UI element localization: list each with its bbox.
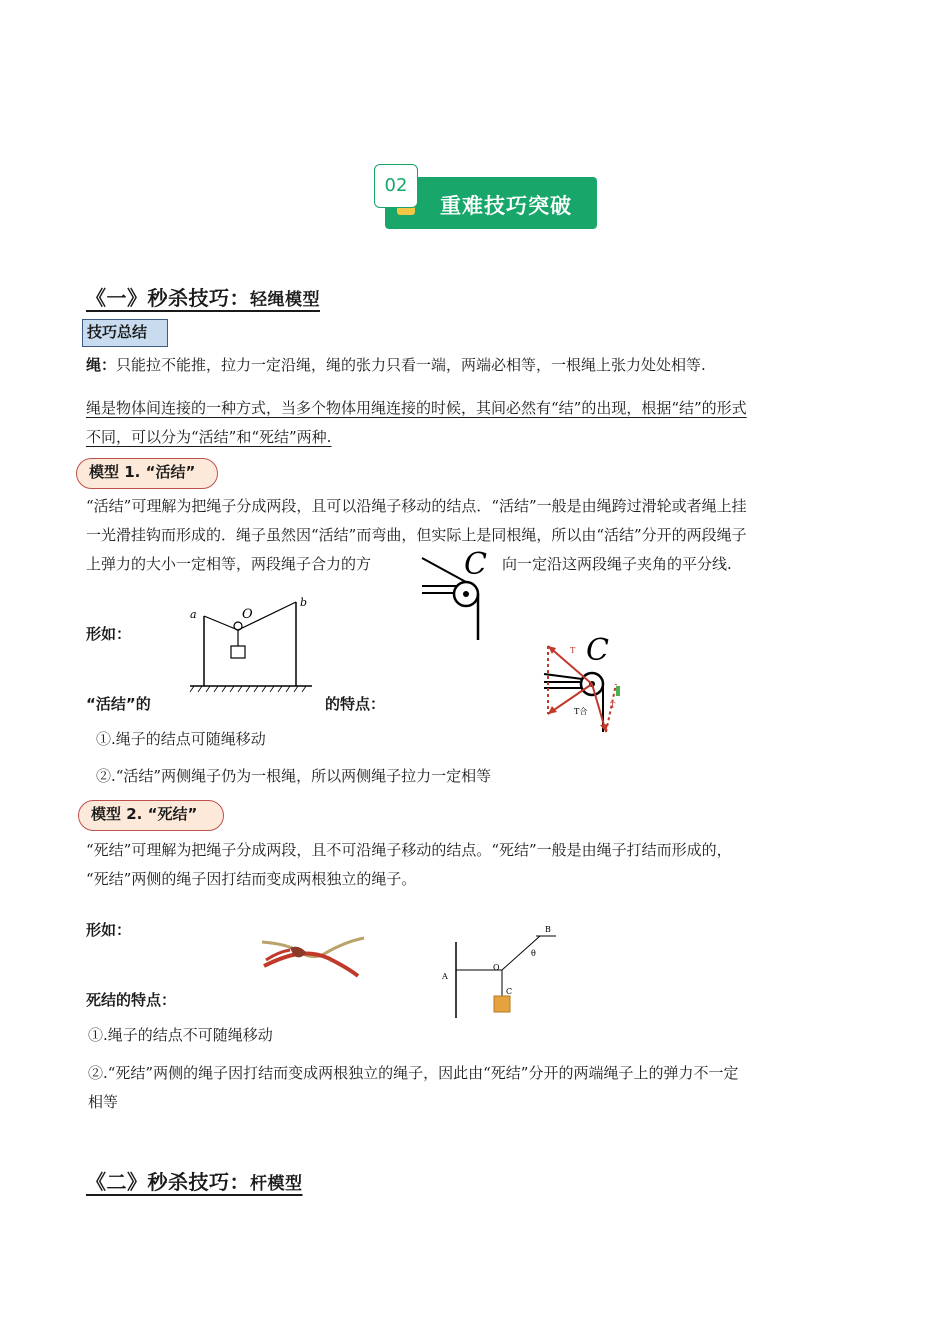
model1-line3b: 向一定沿这两段绳子夹角的平分线.	[502, 555, 732, 573]
pulley-label-c: C	[464, 547, 487, 582]
model2-form-label: 形如：	[86, 921, 132, 939]
force-label-t2: T	[610, 701, 616, 710]
model1-features-label-b: 的特点：	[325, 695, 386, 713]
dead-knot-diagram	[436, 922, 560, 1022]
rope-label: 绳：	[86, 356, 117, 374]
model1-form-label: 形如：	[86, 625, 132, 643]
model2-line1: “死结”可理解为把绳子分成两段，且不可沿绳子移动的结点。“死结”一般是由绳子打结而形成的，	[86, 841, 732, 859]
dead-knot-label-c: C	[506, 987, 513, 996]
banner-number: 02	[374, 164, 418, 208]
summary-tag: 技巧总结	[82, 319, 168, 347]
pulley-diagram	[418, 546, 490, 642]
model1-feature2: ②.“活结”两侧绳子仍为一根绳，所以两侧绳子拉力一定相等	[96, 767, 492, 785]
section2-heading	[86, 1166, 303, 1195]
model2-features-label: 死结的特点：	[86, 991, 177, 1009]
model2-feature1: ①.绳子的结点不可随绳移动	[88, 1026, 273, 1044]
dead-knot-label-theta: θ	[531, 949, 536, 958]
banner-title: 重难技巧突破	[440, 194, 572, 218]
intro-line1: 绳是物体间连接的一种方式，当多个物体用绳连接的时候，其间必然有“结”的出现，根据“结”的形式	[86, 399, 747, 417]
section1-heading-prefix: 《一》秒杀技巧：	[86, 286, 250, 310]
dead-knot-label-b: B	[545, 925, 551, 934]
force-label-t1: T	[570, 646, 576, 655]
hook-label-a: a	[190, 608, 197, 621]
rope-text: 只能拉不能推，拉力一定沿绳，绳的张力只看一端，两端必相等，一根绳上张力处处相等.	[116, 356, 706, 374]
model2-feature2-line1: ②.“死结”两侧的绳子因打结而变成两根独立的绳子，因此由“死结”分开的两端绳子上的弹力不一定	[88, 1064, 739, 1082]
dead-knot-label-o: O	[493, 963, 500, 972]
section1-heading-topic: 轻绳模型	[250, 290, 320, 310]
hook-label-o: O	[242, 607, 253, 622]
model1-features-label-a: “活结”的	[86, 695, 151, 713]
force-label-c: C	[586, 633, 609, 668]
hook-label-b: b	[300, 596, 308, 609]
model1-line3a: 上弹力的大小一定相等，两段绳子合力的方	[86, 555, 372, 573]
model2-tag: 模型 2. “死结”	[78, 800, 224, 831]
model1-feature1: ①.绳子的结点可随绳移动	[96, 730, 266, 748]
force-diagram	[540, 628, 622, 738]
hook-rope-diagram	[186, 594, 316, 694]
dead-knot-label-a: A	[442, 972, 448, 981]
model2-line2: “死结”两侧的绳子因打结而变成两根独立的绳子。	[86, 870, 417, 888]
section2-heading-prefix: 《二》秒杀技巧：	[86, 1170, 250, 1194]
knot-illustration	[258, 930, 368, 982]
model1-tag: 模型 1. “活结”	[76, 458, 218, 489]
rope-definition	[86, 351, 706, 380]
model1-line1: “活结”可理解为把绳子分成两段，且可以沿绳子移动的结点．“活结”一般是由绳跨过滑轮或者绳上挂	[86, 497, 747, 515]
section1-heading	[86, 282, 320, 311]
section2-heading-topic: 杆模型	[250, 1174, 303, 1194]
force-label-tsum: T合	[574, 707, 588, 716]
model2-feature2-line2: 相等	[88, 1093, 119, 1111]
intro-line2: 不同，可以分为“活结”和“死结”两种.	[86, 428, 332, 446]
model1-line2: 一光滑挂钩而形成的．绳子虽然因“活结”而弯曲，但实际上是同根绳，所以由“活结”分开的两段绳子	[86, 526, 747, 544]
